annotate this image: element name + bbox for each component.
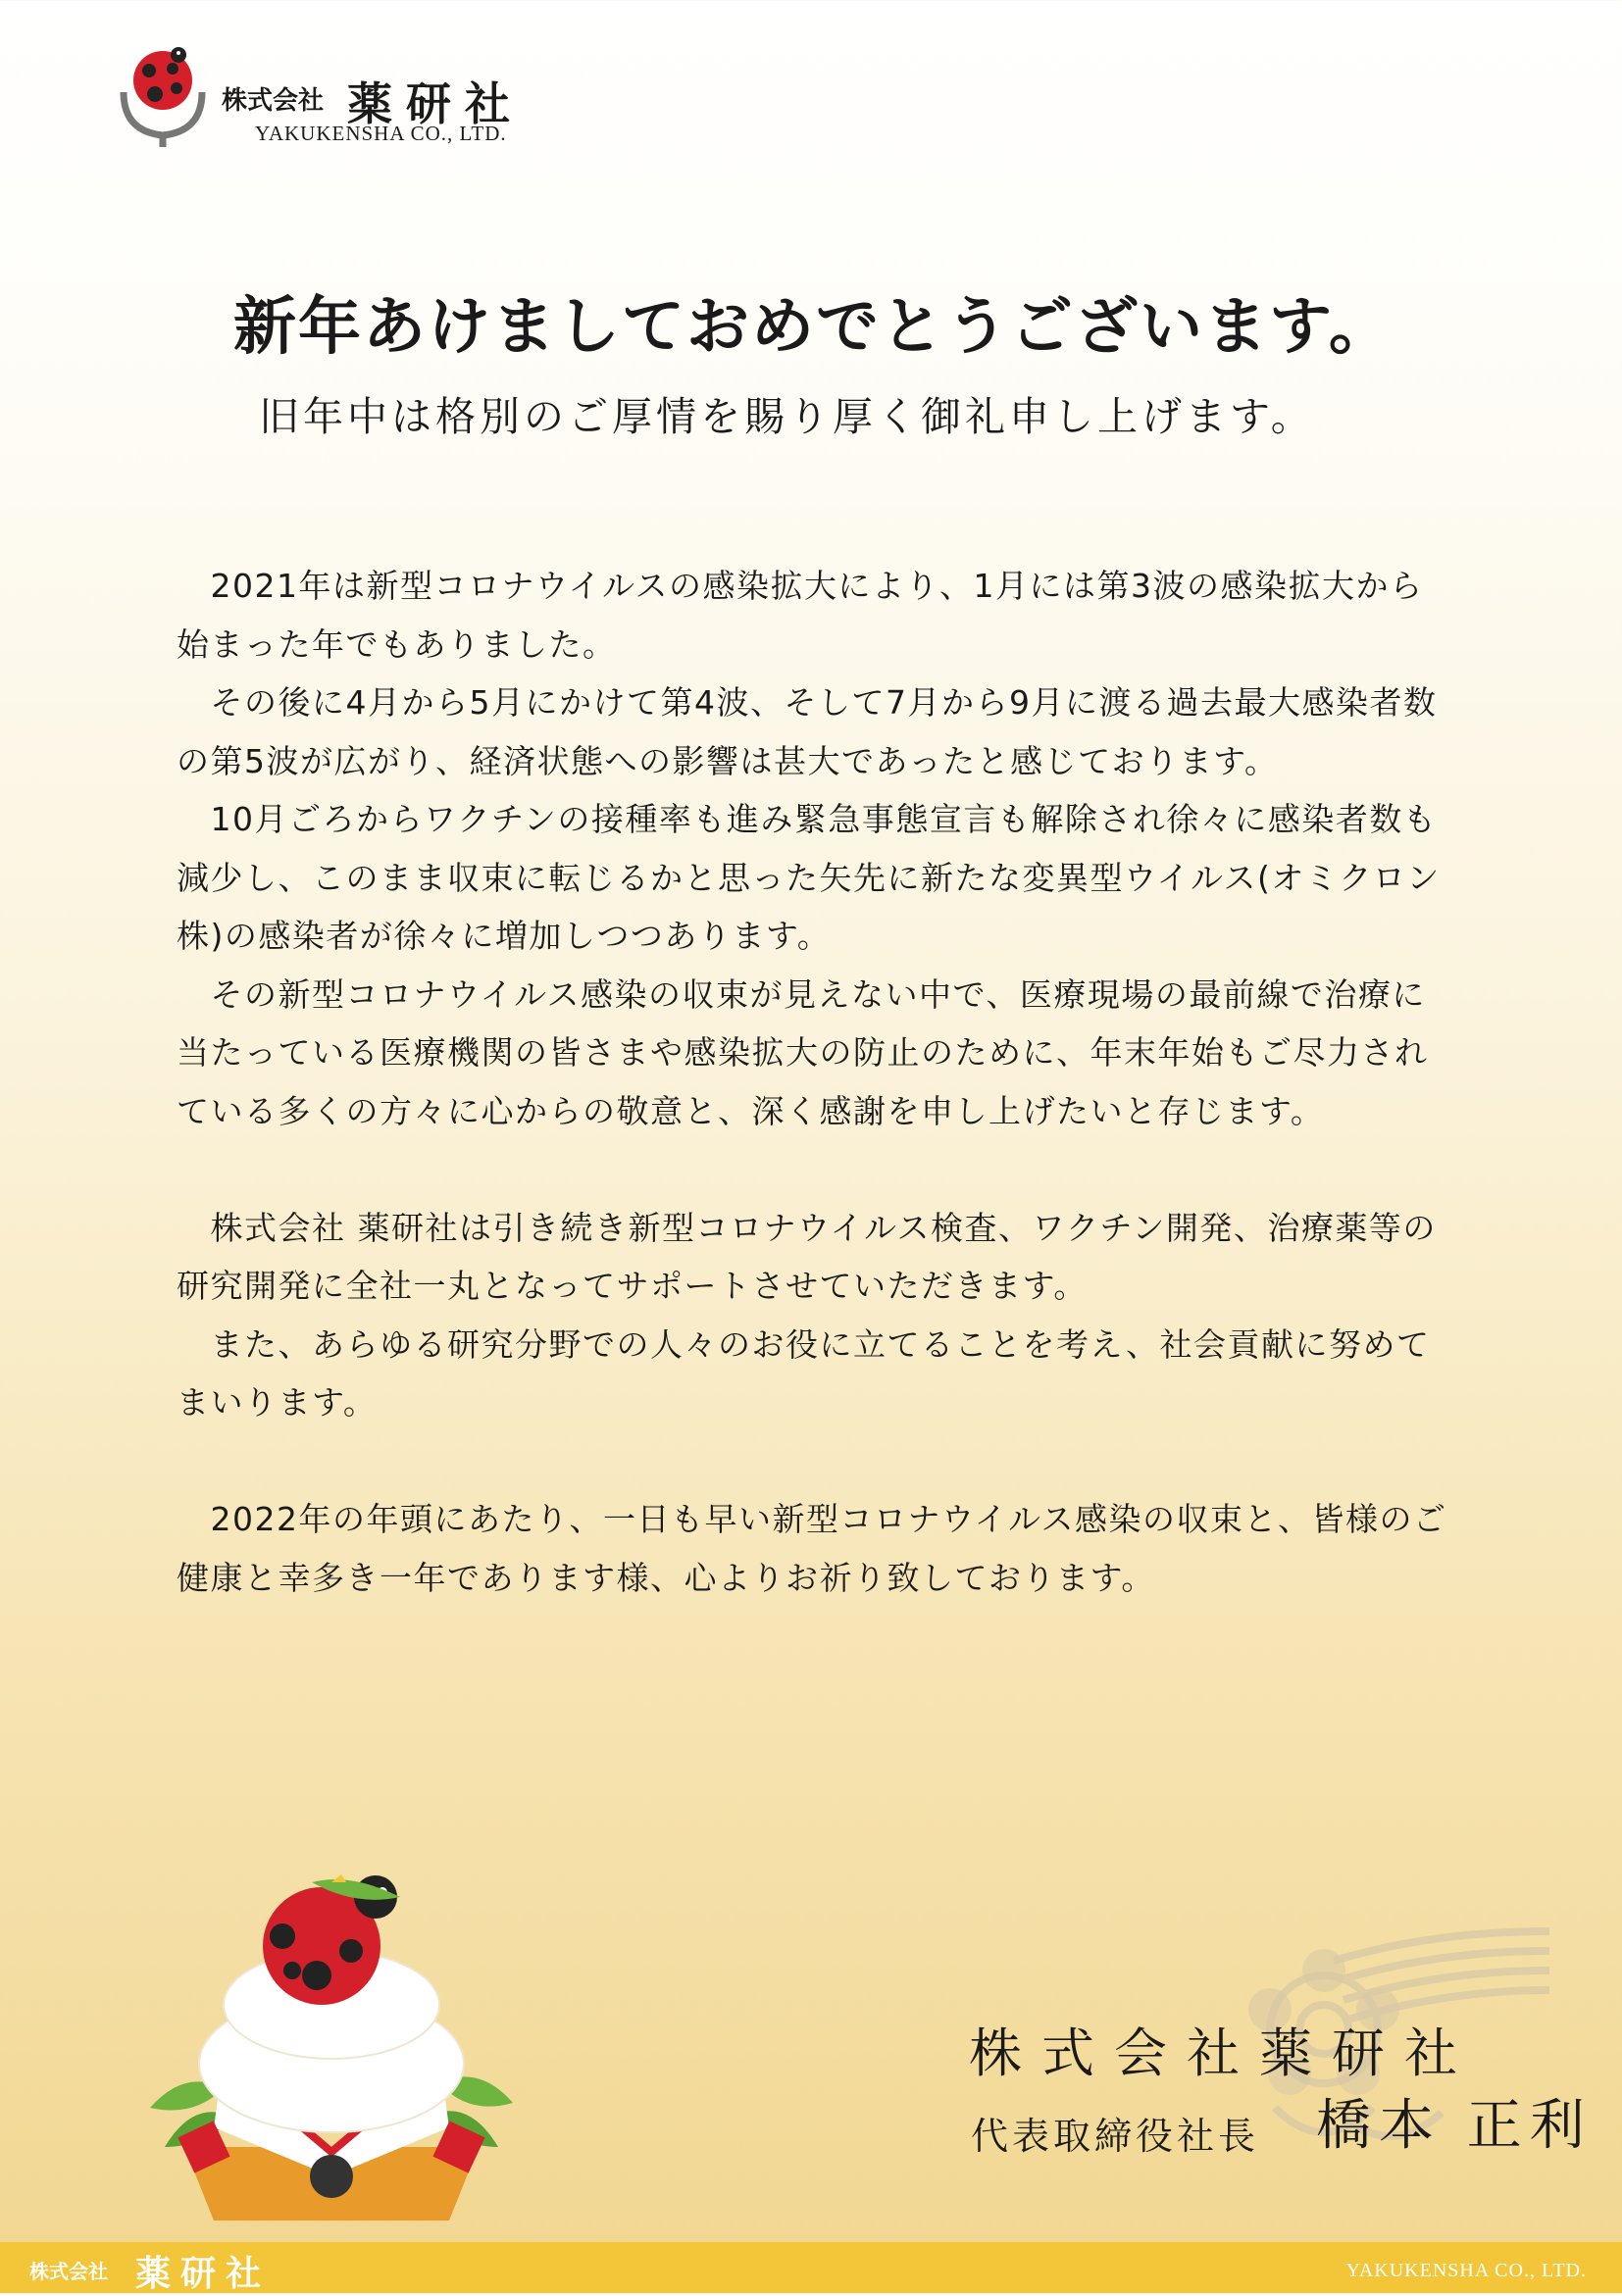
- letter-body: [177, 557, 1451, 1607]
- paragraph: 株式会社 薬研社は引き続き新型コロナウイルス検査、ワクチン開発、治療薬等の研究開発に全社一丸となってサポートさせていただきます。: [177, 1208, 1437, 1305]
- footer-company-name: 薬研社: [135, 2253, 272, 2294]
- paragraph-gap: [177, 1432, 1451, 1491]
- logo-english-name: YAKUKENSHA CO., LTD.: [255, 122, 507, 145]
- paragraph: 2022年の年頭にあたり、一日も早い新型コロナウイルス感染の収束と、皆様のご健康と幸多き一年であります様、心よりお祈り致しております。: [177, 1500, 1447, 1597]
- paragraph: 2021年は新型コロナウイルスの感染拡大により、1月には第3波の感染拡大から始まった年でもありました。: [177, 567, 1424, 664]
- footer-english-name: YAKUKENSHA CO., LTD.: [1345, 2260, 1587, 2281]
- signature-title: 代表取締役社長: [971, 2115, 1260, 2158]
- signature-name: 橋本 正利: [1316, 2094, 1593, 2158]
- logo-company-name: 薬研社: [347, 77, 524, 130]
- ladybug-logo-icon: [116, 41, 214, 149]
- paragraph: また、あらゆる研究分野での人々のお役に立てることを考え、社会貢献に努めてまいります。: [177, 1324, 1431, 1422]
- kagami-mochi-ladybug-illustration: [145, 1853, 518, 2225]
- sub-greeting: 旧年中は格別のご厚情を賜り厚く御礼申し上げます。: [259, 393, 1315, 440]
- paragraph: その新型コロナウイルス感染の収束が見えない中で、医療現場の最前線で治療に当たっている医療機関の皆さまや感染拡大の防止のために、年末年始もご尽力されている多くの方々に心からの敬意と、深く感謝を申し上げたいと存じます。: [177, 974, 1429, 1130]
- signature-company: 株式会社薬研社: [969, 2022, 1477, 2084]
- paragraph: 10月ごろからワクチンの接種率も進み緊急事態宣言も解除され徐々に感染者数も減少し、このまま収束に転じるかと思った矢先に新たな変異型ウイルス(オミクロン株)の感染者が徐々に増加しつつあります。: [177, 800, 1441, 955]
- footer-kabushiki: 株式会社: [29, 2260, 108, 2283]
- paragraph-gap: [177, 1140, 1451, 1199]
- company-logo: [116, 41, 547, 149]
- footer-bar: [0, 2242, 1622, 2293]
- new-year-greeting: 新年あけましておめでとうございます。: [233, 290, 1394, 364]
- paragraph: その後に4月から5月にかけて第4波、そして7月から9月に渡る過去最大感染者数の第5波が広がり、経済状態への影響は甚大であったと感じております。: [177, 683, 1438, 780]
- logo-kabushiki: 株式会社: [222, 86, 325, 116]
